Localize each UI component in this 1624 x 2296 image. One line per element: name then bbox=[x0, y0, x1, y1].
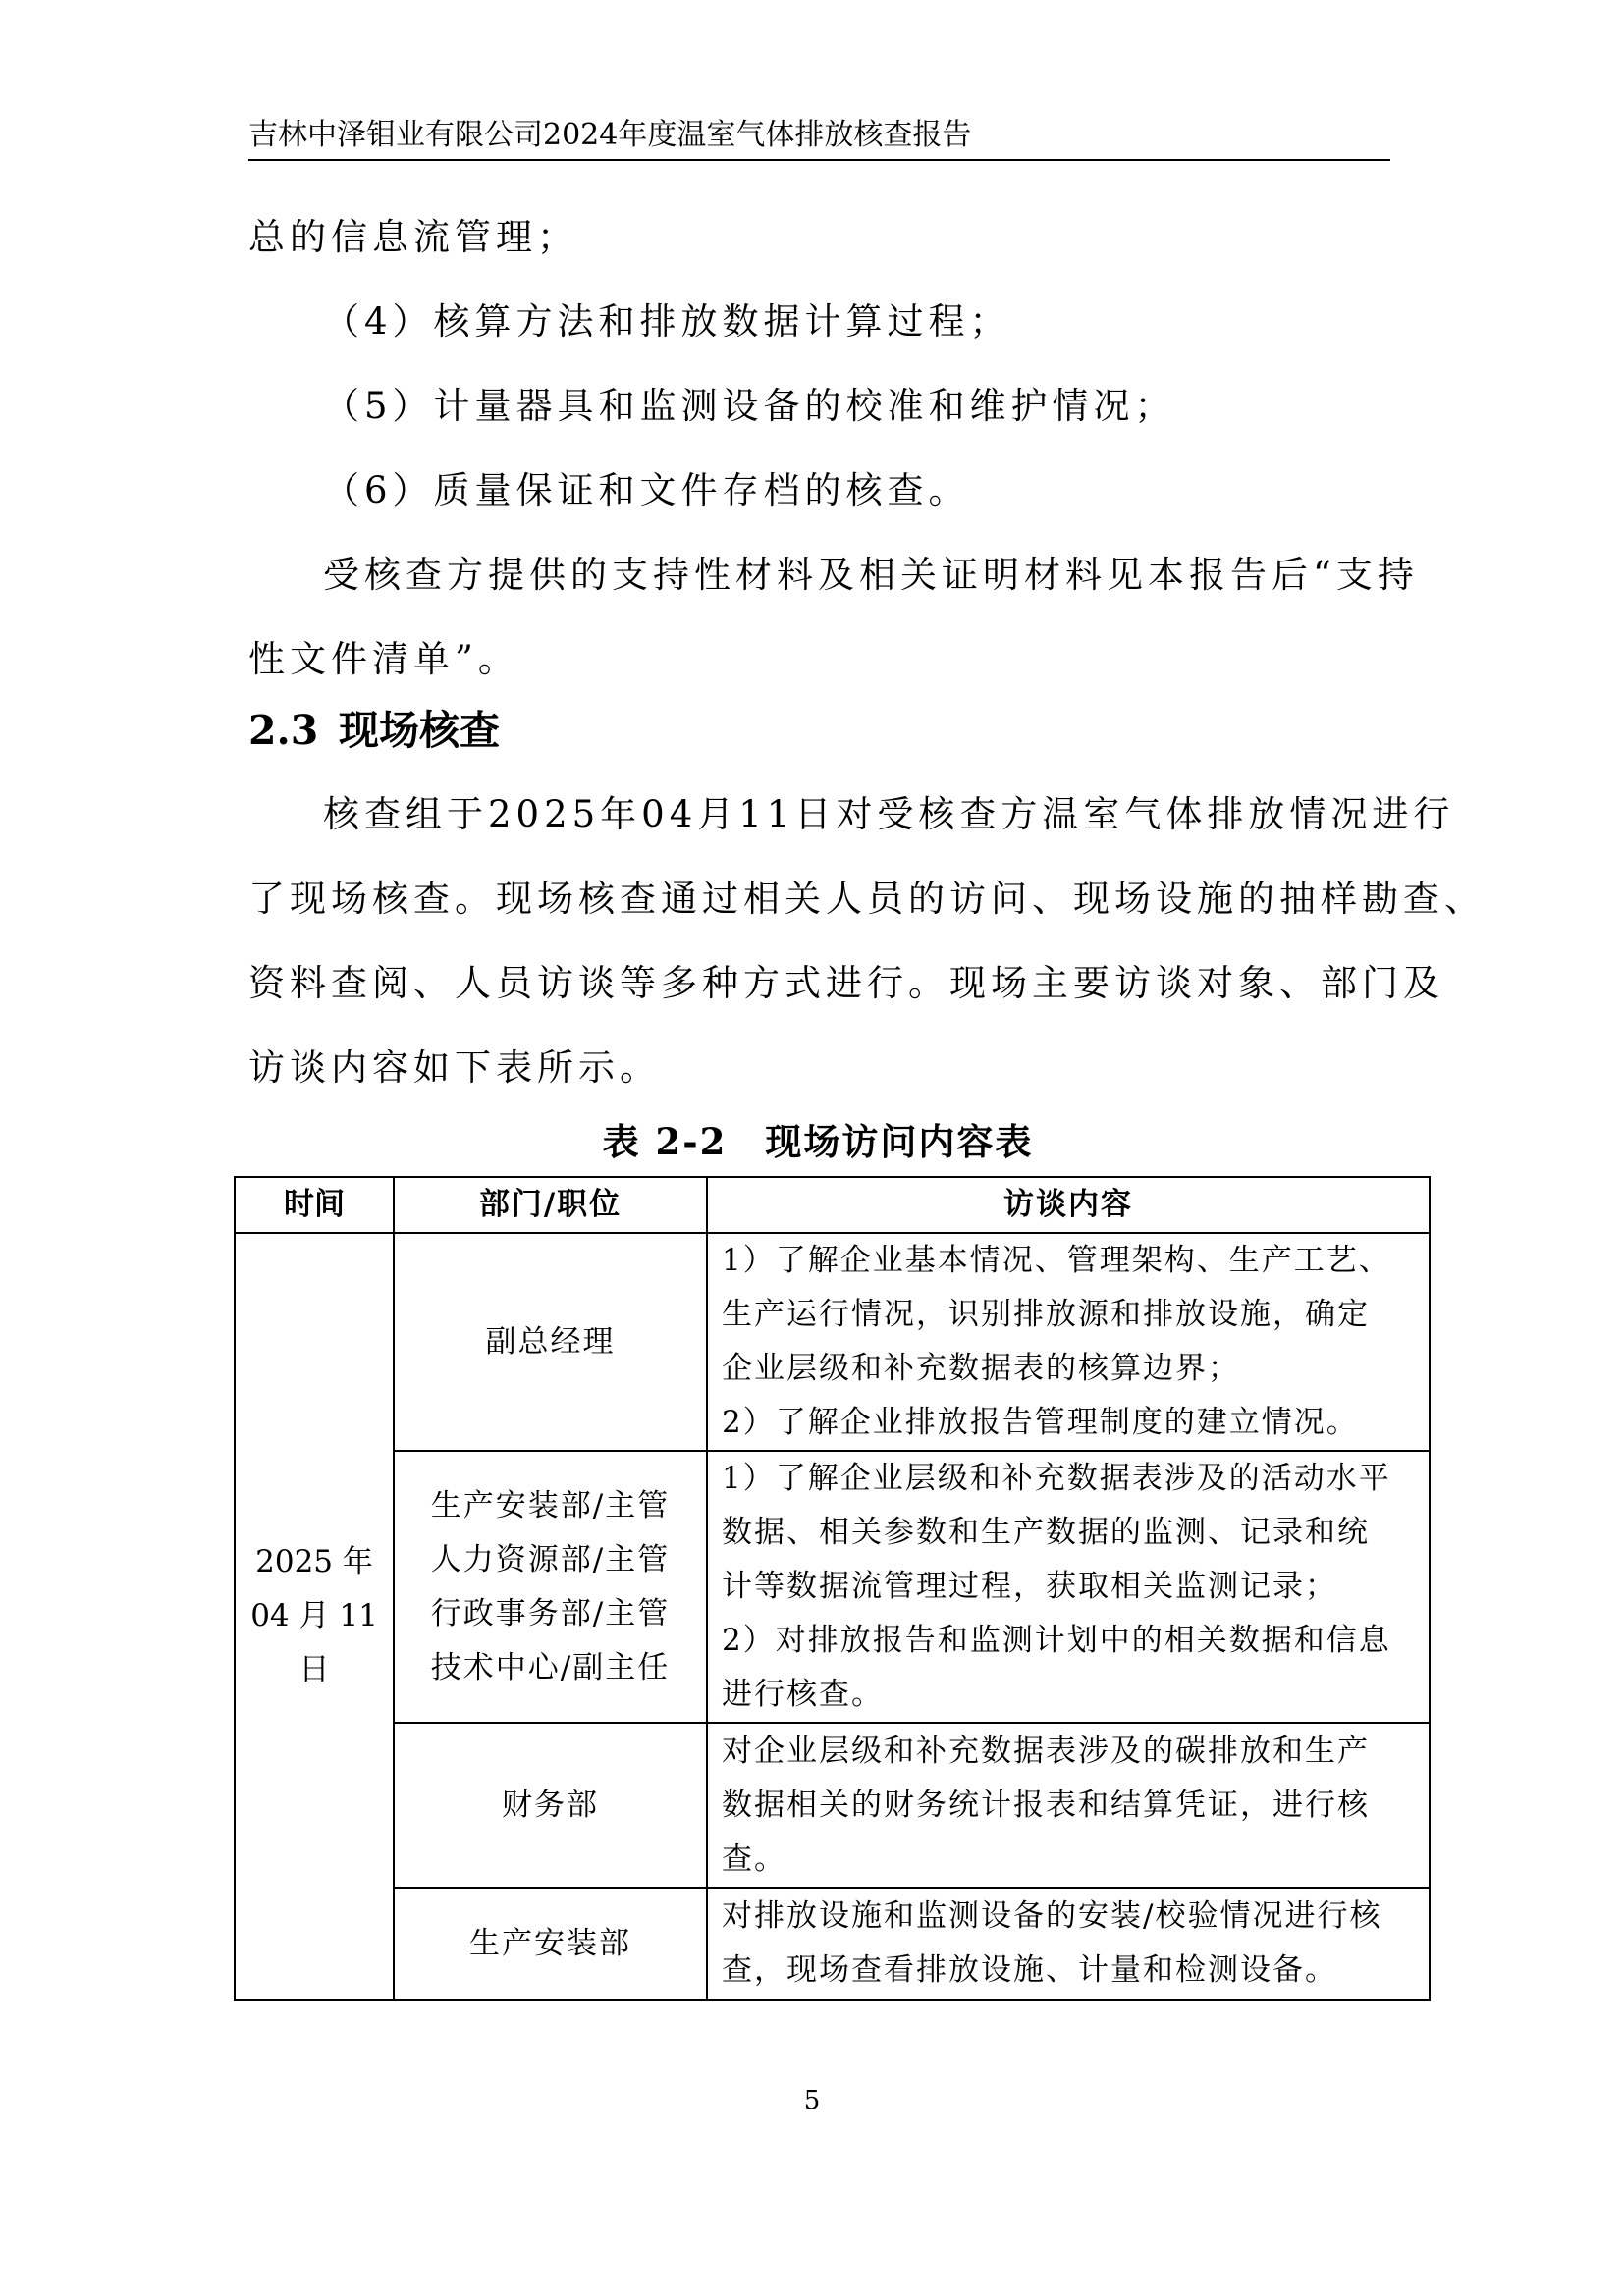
content-cell bbox=[707, 1723, 1430, 1888]
content-line: 对排放设施和监测设备的安装/校验情况进行核 bbox=[722, 1898, 1382, 1934]
intro-line: 总的信息流管理； bbox=[248, 216, 578, 258]
visit-content-table bbox=[234, 1176, 1431, 2001]
header-time: 时间 bbox=[235, 1177, 394, 1233]
body-line-3: 资料查阅、人员访谈等多种方式进行。现场主要访谈对象、部门及 bbox=[248, 962, 1444, 1004]
dept-cell bbox=[394, 1888, 707, 2000]
report-header: 吉林中泽钼业有限公司2024年度温室气体排放核查报告 bbox=[248, 118, 972, 152]
dept-cell bbox=[394, 1723, 707, 1888]
dept-line: 财务部 bbox=[502, 1787, 599, 1823]
content-cell bbox=[707, 1233, 1430, 1451]
content-line: 查，现场查看排放设施、计量和检测设备。 bbox=[722, 1952, 1337, 1988]
table-row bbox=[235, 1451, 1430, 1723]
content-line: 进行核查。 bbox=[722, 1677, 884, 1712]
content-line: 数据相关的财务统计报表和结算凭证，进行核 bbox=[722, 1787, 1370, 1823]
date-cell bbox=[235, 1233, 394, 2000]
table-row bbox=[235, 1888, 1430, 2000]
content-cell bbox=[707, 1888, 1430, 2000]
list-item-6: （6）质量保证和文件存档的核查。 bbox=[323, 469, 970, 511]
content-line: 对企业层级和补充数据表涉及的碳排放和生产 bbox=[722, 1733, 1370, 1769]
section-title: 现场核查 bbox=[339, 707, 500, 754]
body-line-4: 访谈内容如下表所示。 bbox=[248, 1046, 661, 1089]
body-line-2: 了现场核查。现场核查通过相关人员的访问、现场设施的抽样勘查、 bbox=[248, 878, 1486, 920]
header-divider bbox=[248, 159, 1390, 161]
date-line: 2025 年 bbox=[255, 1544, 373, 1579]
header-dept: 部门/职位 bbox=[394, 1177, 707, 1233]
table-header-row bbox=[235, 1177, 1430, 1233]
support-paragraph-line-1: 受核查方提供的支持性材料及相关证明材料见本报告后“支持 bbox=[323, 554, 1419, 596]
section-number: 2.3 bbox=[248, 707, 319, 754]
page-number: 5 bbox=[803, 2086, 821, 2115]
dept-line: 人力资源部/主管 bbox=[430, 1541, 671, 1577]
table-row bbox=[235, 1233, 1430, 1451]
dept-cell bbox=[394, 1233, 707, 1451]
content-line: 2）对排放报告和监测计划中的相关数据和信息 bbox=[722, 1623, 1391, 1658]
header-content: 访谈内容 bbox=[707, 1177, 1430, 1233]
content-line: 计等数据流管理过程，获取相关监测记录； bbox=[722, 1569, 1337, 1604]
dept-cell bbox=[394, 1451, 707, 1723]
table-row bbox=[235, 1723, 1430, 1888]
content-line: 企业层级和补充数据表的核算边界； bbox=[722, 1351, 1240, 1386]
dept-line: 副总经理 bbox=[485, 1323, 616, 1360]
content-line: 2）了解企业排放报告管理制度的建立情况。 bbox=[722, 1405, 1359, 1440]
dept-line: 生产安装部/主管 bbox=[430, 1487, 671, 1523]
date-line: 日 bbox=[298, 1652, 330, 1687]
support-paragraph-line-2: 性文件清单”。 bbox=[248, 638, 519, 680]
content-cell bbox=[707, 1451, 1430, 1723]
body-line-1: 核查组于2025年04月11日对受核查方温室气体排放情况进行 bbox=[323, 793, 1455, 835]
list-item-5: （5）计量器具和监测设备的校准和维护情况； bbox=[323, 385, 1176, 427]
content-line: 数据、相关参数和生产数据的监测、记录和统 bbox=[722, 1515, 1370, 1550]
content-line: 1）了解企业基本情况、管理架构、生产工艺、 bbox=[722, 1243, 1391, 1278]
dept-line: 技术中心/副主任 bbox=[430, 1649, 671, 1685]
list-item-4: （4）核算方法和排放数据计算过程； bbox=[323, 300, 1011, 343]
content-line: 查。 bbox=[722, 1841, 786, 1877]
content-line: 生产运行情况，识别排放源和排放设施，确定 bbox=[722, 1297, 1370, 1332]
dept-line: 行政事务部/主管 bbox=[430, 1595, 671, 1631]
dept-line: 生产安装部 bbox=[469, 1925, 631, 1961]
date-line: 04 月 11 bbox=[250, 1598, 378, 1633]
content-line: 1）了解企业层级和补充数据表涉及的活动水平 bbox=[722, 1461, 1391, 1496]
section-heading bbox=[248, 687, 500, 774]
table-caption: 表 2-2 现场访问内容表 bbox=[602, 1120, 1034, 1163]
